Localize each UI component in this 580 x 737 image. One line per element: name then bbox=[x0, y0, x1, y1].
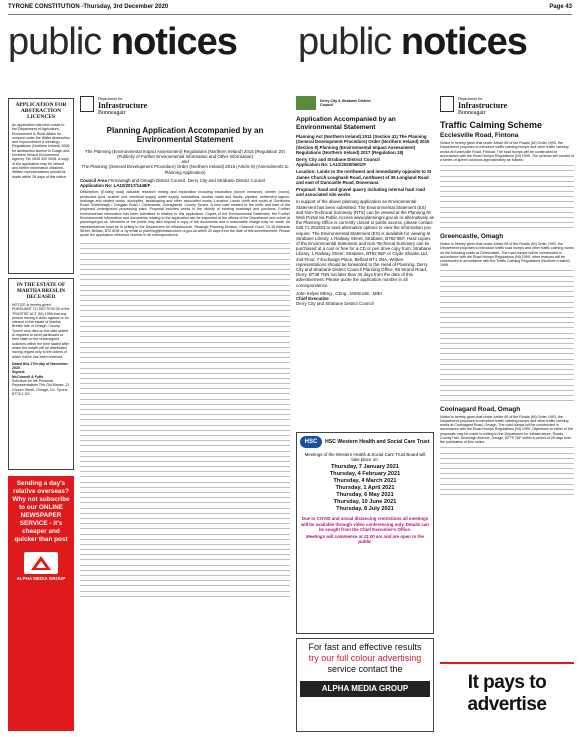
page-number: Page 43 bbox=[549, 4, 572, 10]
estate-notice bbox=[8, 278, 74, 470]
traffic-title: Traffic Calming Scheme bbox=[440, 120, 543, 130]
derry-strabane-notice bbox=[296, 96, 434, 428]
abstraction-notice bbox=[8, 98, 74, 274]
hsc-intro: Meetings of the Western Health & Social Care Trust Board will take place on: bbox=[304, 452, 426, 463]
abstraction-body: An application has been made to the Department of Agriculture, Environment & Rural Affairs for consent under the Water Abstraction and Impoundment (Licensing) Regulations (Northern Ireland) 2006 for abstraction licence in Coagh and Northern Ireland Environment Agency. Tel: 0845 302 0008. A copy of the application may be viewed and further information obtained. Written representations should be made within 28 days of this notice. bbox=[12, 123, 70, 179]
dept-name: Infrastructure bbox=[98, 101, 148, 110]
council-logo-icon bbox=[296, 96, 316, 110]
hsc-notice bbox=[296, 432, 434, 634]
traffic-body-greencastle: Notice is hereby given that under Article 65 of the Roads (NI) Order 1993, the Department proposes to introduce traffic road humps and other traffic calming works on the following roads at Greencastle. The road humps will be constructed in accordance with the Road Humps Regulations (NI) 1999, other features will be constructed in accordance with the Traffic Calming Regulations (Northern Ireland) 1999. bbox=[440, 241, 574, 268]
traffic-section-ecclesville: Ecclesville Road, Fintona bbox=[440, 132, 519, 139]
it-pays-advert[interactable] bbox=[440, 662, 574, 734]
page-header bbox=[8, 2, 572, 15]
subscribe-promo[interactable] bbox=[8, 476, 74, 731]
hsc-meeting-date: Thursday, 10 June 2021 bbox=[333, 499, 397, 506]
traffic-section-coolnagard: Coolnagard Road, Omagh bbox=[440, 405, 521, 413]
alpha-line1: For fast and effective results bbox=[308, 642, 422, 652]
hsc-note: Due to COVID and social distancing restrictions all meetings will be available through video conferencing only. Details can be sought from the Chief Executive's Office. bbox=[300, 516, 429, 532]
planning-reg2: (Publicity of Further Environmental Information and Other Information) bbox=[117, 154, 253, 160]
dfi-logo bbox=[440, 96, 574, 116]
derry-title: Application Accompanied by an Environmental Statement bbox=[296, 116, 396, 131]
estate-firm: McConnell & Fyffe bbox=[12, 374, 44, 379]
abstraction-title: APPLICATION FOR ABSTRACTION LICENCES bbox=[15, 102, 67, 120]
planning-title: Planning Application Accompanied by an Environmental Statement bbox=[106, 126, 264, 145]
derry-appno: Application No: LA11/2020/0601/F bbox=[296, 162, 367, 168]
crest-icon bbox=[80, 96, 94, 112]
masthead-right bbox=[298, 18, 576, 66]
masthead-left bbox=[8, 18, 290, 66]
derry-location: Location: Lands to the northwest and immediately opposite to St James Church Loughash Road, northwest of 36 Longland Road and east of Duncastle Road, Donemana bbox=[296, 169, 432, 185]
derry-role2: Derry City and Strabane District Council bbox=[296, 301, 374, 307]
planning-appno: Application No: LA10/2017/1448/F bbox=[80, 183, 151, 189]
hsc-dates bbox=[300, 464, 430, 513]
masthead-public: public bbox=[8, 21, 102, 63]
masthead-notices: notices bbox=[400, 21, 527, 63]
subscribe-promo-text: Sending a day's relative overseas? Why not subscribe to our ONLINE NEWSPAPER SERVICE - it's cheaper and quicker than post bbox=[12, 480, 70, 543]
dept-small: Department for bbox=[458, 96, 483, 101]
it-pays-line1: It pays to bbox=[467, 672, 547, 693]
derry-proposal: Proposal: Sand and gravel quarry including internal haul road and associated site works bbox=[296, 187, 426, 198]
planning-body-continued bbox=[80, 242, 290, 599]
alpha-line3: service contact the bbox=[327, 664, 403, 674]
dept-sub: Bonneagair bbox=[458, 110, 486, 116]
planning-notice bbox=[80, 96, 290, 734]
planning-body: Description: (Ending road) valuable research mining and exploration including excavation (tunnel entrance), shelter (room), productive gold, crusher unit, electrical supply, water supply, substations, access roads and tracks, pipeline, settlement lagoon, drainage and related works, stockpiles, landscaping and other associated works. Location: Lands north and south of Gortinclea Road, Sheskinagh / Creggan Road / Cavanacaw, Curraghinalt, County Tyrone. A new road created to the north and east of the proposed underground processing plant. Proposal includes works in the vicinity of existing roadways and junctions. Further environmental information has been submitted in relation to this application. Copies of the Environmental Statement, the Further Environmental Information and documents relating to the application can be inspected at the offices of the Department and online at planningni.gov.uk. Members of the public may also request a copy of the documents and a reasonable charge may be made. All representations must be in writing to the Department for Infrastructure, Strategic Planning Division, Clarence Court, 10-18 Adelaide Street, Belfast, BT2 8GB or by email to planning@infrastructure-ni.gov.uk within 30 days from the date of this advertisement. Please quote the application reference number in all correspondence. bbox=[80, 190, 290, 238]
hsc-logo-icon: HSC bbox=[300, 436, 322, 448]
it-pays-line2: advertise bbox=[467, 694, 547, 715]
hsc-meeting-date: Thursday, 8 July 2021 bbox=[336, 506, 394, 513]
dept-name: Infrastructure bbox=[458, 101, 508, 110]
publication-date: TYRONE CONSTITUTION -Thursday, 3rd December 2020 bbox=[8, 4, 169, 10]
hsc-time: Meetings will commence at 11:00 am and are open to the public bbox=[305, 534, 424, 545]
hsc-meeting-date: Thursday, 4 March 2021 bbox=[333, 478, 397, 485]
derry-council: Derry City and Strabane District Council bbox=[296, 157, 380, 162]
council-name: Derry City & Strabane District Council bbox=[320, 98, 371, 107]
alpha-brand-bar: ALPHA MEDIA GROUP bbox=[300, 681, 430, 697]
masthead-notices: notices bbox=[110, 21, 237, 63]
alpha-advert[interactable] bbox=[296, 638, 434, 732]
derry-body: In support of the above planning application an Environmental Statement has been submitted. The Environmental Statement (ES) and Non-Technical Summary (NTS) can be viewed at the Planning NI Web Portal via Public Access www.planningni.gov.uk or alternatively as the Planning Office is currently closed to public access, please contact 028 71 253253 to seek alternative options to view the information you require. The Environmental Statement (ES) is available for viewing at Strabane Library, 1 Railway Street, Strabane, BT82 8EF. Hard copies of the Environmental Statement and Non-Technical Summary can be purchased at a cost or free for a CD or pen drive copy from: Strabane Library, 1 Railway Street, Strabane, BT82 8EF or Clyde Shanks Ltd, 2nd Floor, 7 Exchange Place, Belfast BT1 2NA. Written representations should be forwarded to the Head of Planning, Derry City and Strabane District Council Planning Office, 98 Strand Road, Derry, BT48 7NN not later than 30 days from the date of this advertisement. Please quote the application number in all correspondence. bbox=[296, 199, 434, 288]
dcsdc-logo bbox=[296, 96, 434, 110]
estate-signed: Signed: bbox=[12, 370, 26, 375]
planning-council: Council Area Fermanagh and Omagh District Council, Derry City and Strabane District Council bbox=[80, 177, 266, 183]
planning-reg4: The Planning (General Development Procedure) Order (Northern Ireland) 2015 (Article 8) (Amendments to Planning Application) bbox=[81, 164, 289, 175]
estate-solicitor: Solicitors for the Personal Representatives The Old Manse, 21 Church Street, Omagh, Co. Tyrone, BT78 1 DG bbox=[12, 379, 70, 396]
traffic-body-coolnagard: Notice is hereby given that under Article 65 of the Roads (NI) Order 1993, the Department proposes to introduce traffic calming humps and other traffic calming works at Coolnagard Road, Omagh. The road humps will be constructed in accordance with the Road Humps Regulations (NI) 1999. Objections to either of the proposals may be made in writing to the Department for Infrastructure, Roads, County Hall, Drumragh Avenue, Omagh, BT79 7AF within a period of 28 days from the publication of this notice. bbox=[440, 414, 573, 445]
dept-sub: Bonneagair bbox=[98, 110, 126, 116]
hsc-meeting-date: Thursday, 7 January 2021 bbox=[331, 464, 399, 471]
crest-icon bbox=[440, 96, 454, 112]
hsc-meeting-date: Thursday, 6 May 2021 bbox=[336, 492, 394, 499]
estate-title: IN THE ESTATE OF MARTHA BRESLIN DECEASED bbox=[16, 282, 66, 300]
hsc-meeting-date: Thursday, 4 February 2021 bbox=[329, 471, 401, 478]
derry-regulations: Planning Act (Northern Ireland) 2011 (Section 41) The Planning (General Development Procedure) Order (Northern Ireland) 2015 (Section 8) Planning (Environmental Impact Assessment) Regulations (Northern Ireland) 2017 (Regulation 18) bbox=[296, 134, 430, 155]
estate-body: NOTICE is hereby given PURSUANT TO SECTION 28 of the TRUSTEE ACT (NI) 1958 that any person having a claim against or an interest in the estate of Martha Breslin late of Omagh, County Tyrone who died on the date stated is required to send particulars of their claim to the undersigned solicitors within the time stated after which the estate will be distributed having regard only to the claims of which notice has been received. bbox=[12, 303, 70, 359]
planning-reg1: The Planning (Environmental Impact Assessment) Regulations (Northern Ireland) 2015 (Regulation 20) bbox=[85, 148, 285, 154]
alpha-brand: ALPHA MEDIA GROUP bbox=[16, 576, 66, 581]
alpha-line2: try our full colour advertising bbox=[308, 653, 422, 663]
traffic-section-greencastle: Greencastle, Omagh bbox=[440, 232, 504, 240]
derry-role: Chief Executive bbox=[296, 296, 329, 302]
dept-small: Department for bbox=[98, 96, 123, 101]
dfi-logo bbox=[80, 96, 290, 116]
hsc-org: HSC Western Health and Social Care Trust bbox=[325, 439, 430, 445]
traffic-body-ecclesville: Notice is hereby given that under Article 65 of the Roads (NI) Order 1993, the Department proposes to introduce traffic calming humps and other traffic calming works at Ecclesville Road, Fintona. The road humps will be constructed in accordance with the Road Humps Regulations (NI) 1999. The scheme will consist of a series of speed cushions approximately as follows: bbox=[440, 141, 574, 163]
derry-signer: John Kelpie MEng., CEng., MIStructE., MIEI bbox=[296, 290, 382, 296]
alpha-logo-icon bbox=[24, 552, 58, 574]
hsc-meeting-date: Thursday, 1 April 2021 bbox=[335, 485, 395, 492]
planning-reg3: and bbox=[181, 159, 189, 165]
traffic-calming-notice bbox=[440, 96, 574, 656]
estate-dated: Dated this 27th day of November 2020 bbox=[12, 361, 68, 371]
masthead-public: public bbox=[298, 21, 392, 63]
hsc-logo bbox=[300, 436, 430, 448]
